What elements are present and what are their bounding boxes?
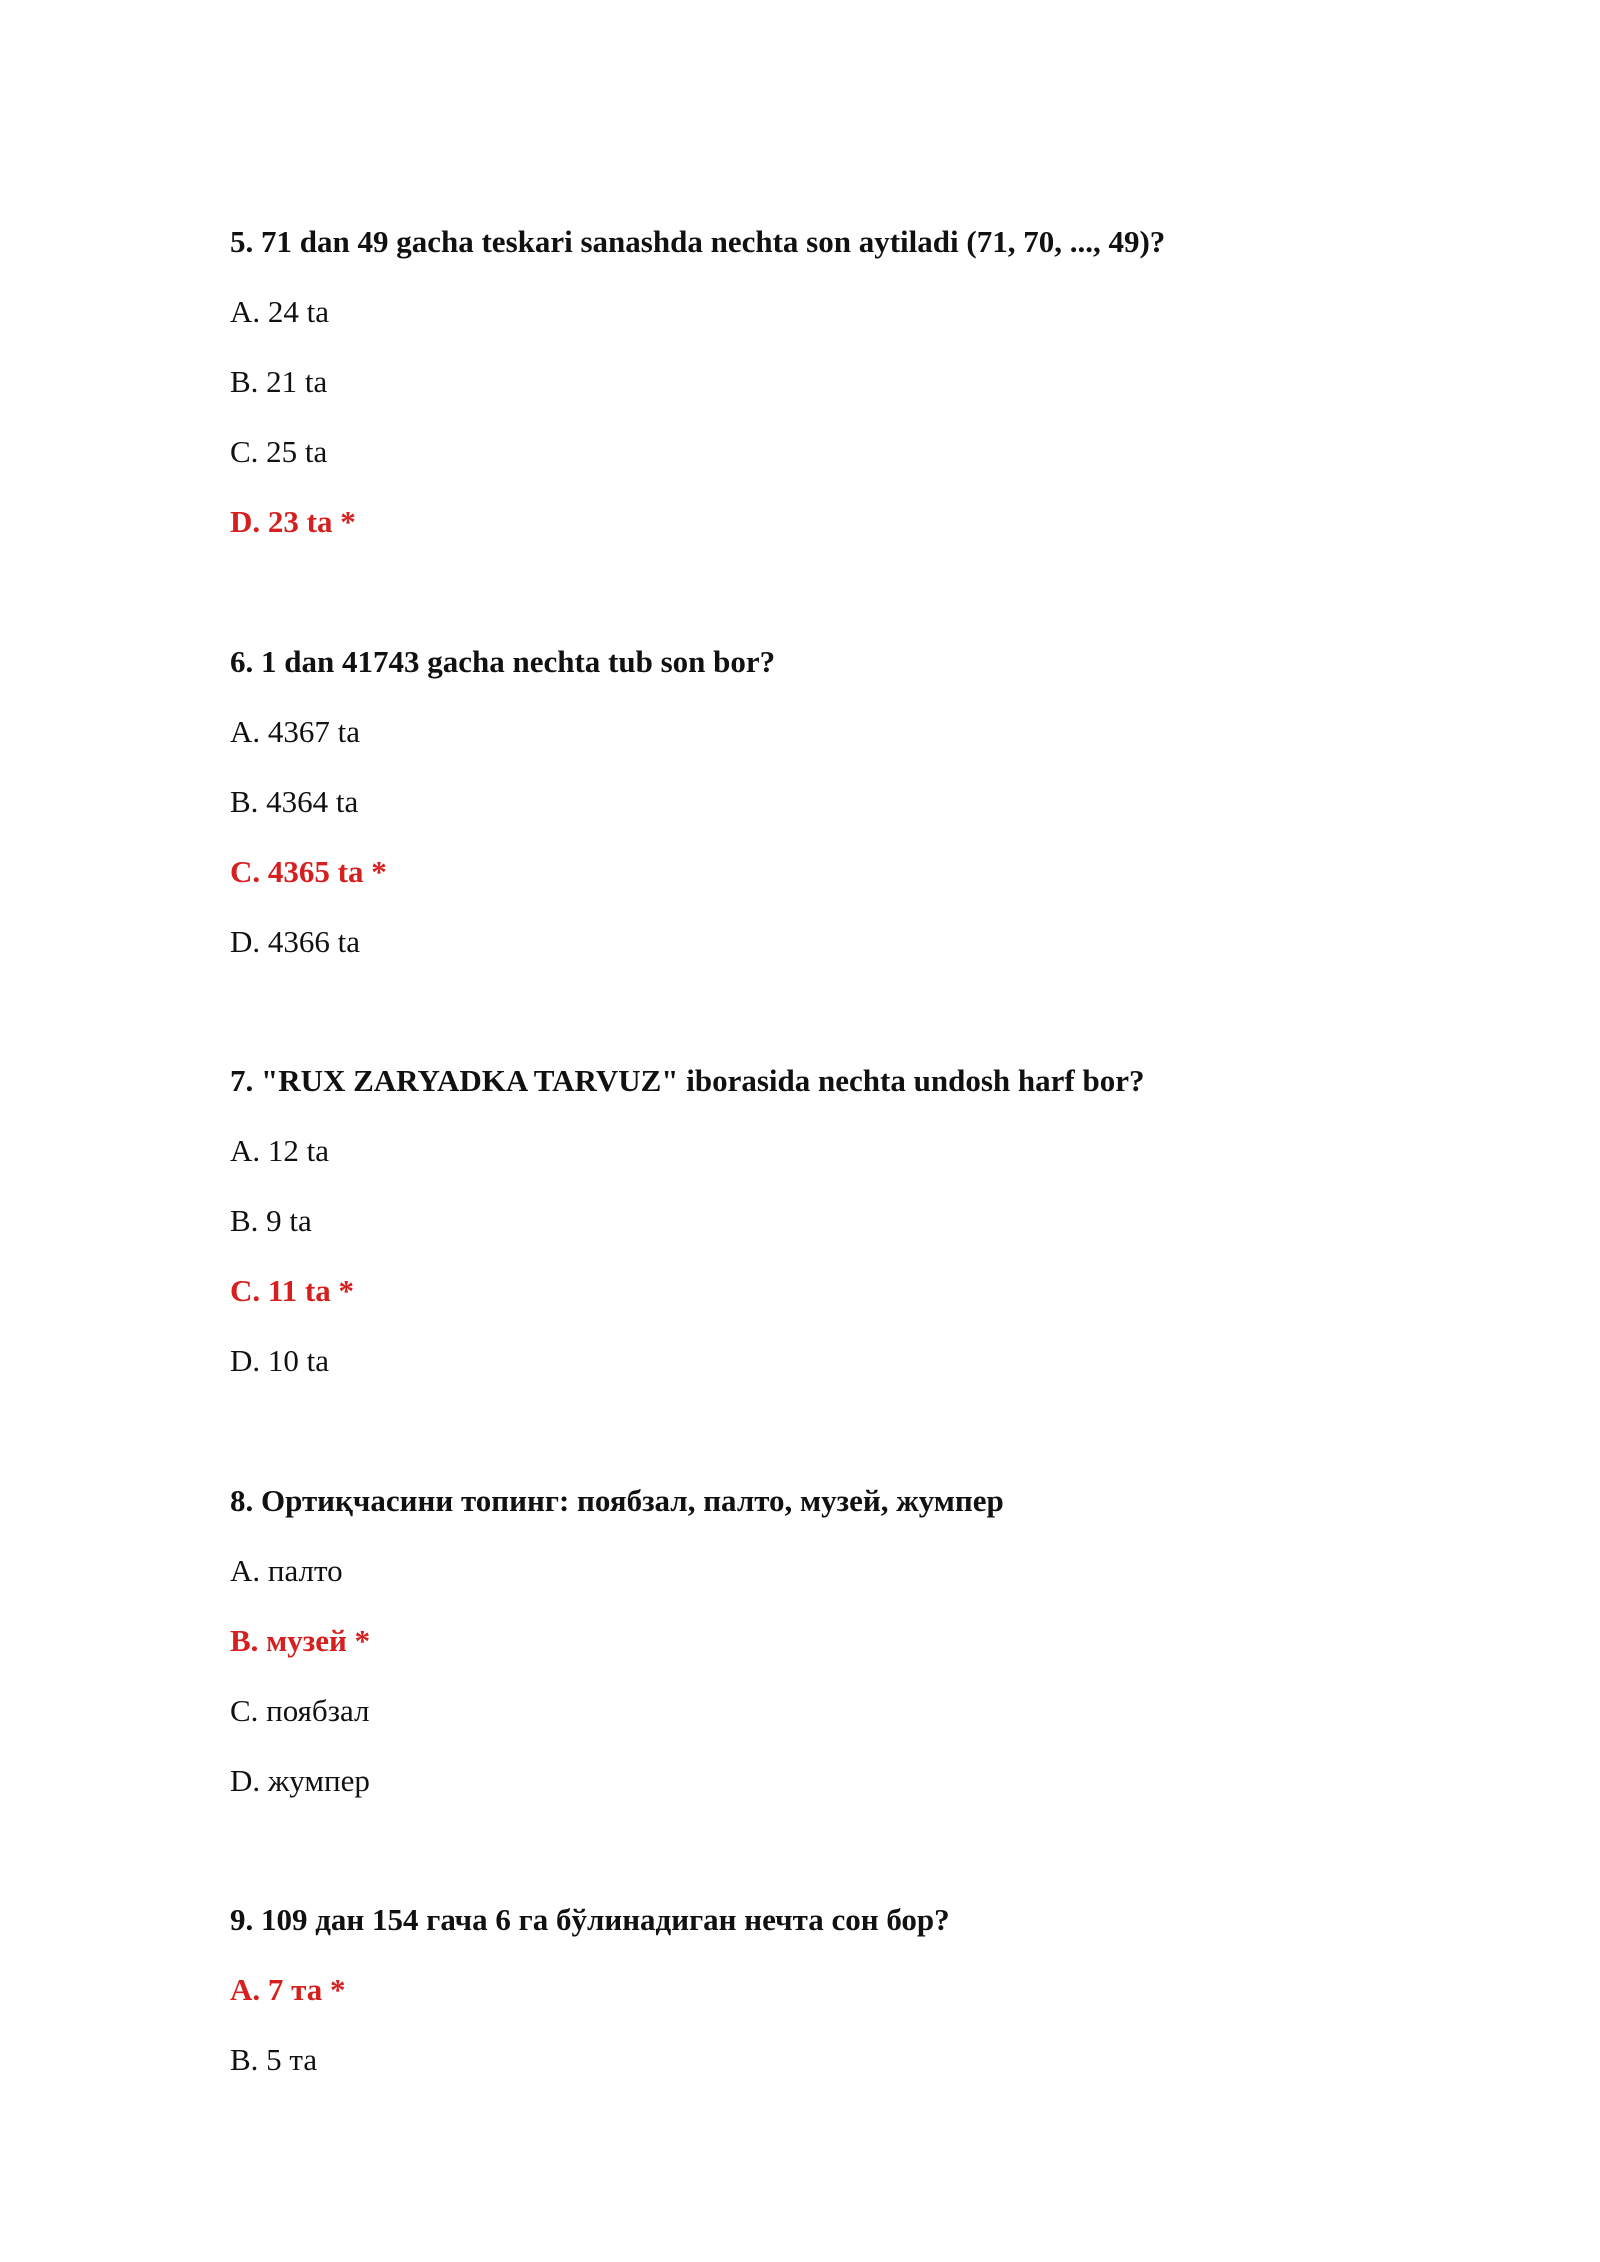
option-d: D. 4366 ta [230, 924, 361, 959]
question-7 [230, 1061, 1410, 1381]
option-a-correct: A. 7 та * [230, 1972, 346, 2007]
option-b: B. 4364 ta [230, 784, 359, 819]
option-b: B. 5 та [230, 2042, 318, 2077]
option-a: A. 4367 ta [230, 714, 361, 749]
question-6 [230, 642, 1410, 962]
question-text: 8. Ортиқчасини топинг: поябзал, палто, музей, жумпер [230, 1483, 1004, 1518]
question-text: 9. 109 дан 154 гача 6 га бўлинадиган нечта сон бор? [230, 1902, 950, 1937]
option-b: B. 9 ta [230, 1203, 312, 1238]
option-d: D. 10 ta [230, 1343, 330, 1378]
option-d: D. жумпер [230, 1763, 370, 1798]
option-b: B. 21 ta [230, 364, 328, 399]
question-9 [230, 1900, 1410, 2080]
question-8 [230, 1481, 1410, 1801]
option-b-correct: B. музей * [230, 1623, 371, 1658]
option-a: A. 24 ta [230, 294, 330, 329]
option-d-correct: D. 23 ta * [230, 504, 356, 539]
question-text: 6. 1 dan 41743 gacha nechta tub son bor? [230, 644, 776, 679]
question-text: 5. 71 dan 49 gacha teskari sanashda nechta son aytiladi (71, 70, ..., 49)? [230, 224, 1166, 259]
option-c: C. поябзал [230, 1693, 370, 1728]
question-5 [230, 222, 1410, 542]
option-a: A. 12 ta [230, 1133, 330, 1168]
option-c-correct: C. 11 ta * [230, 1273, 354, 1308]
option-c: C. 25 ta [230, 434, 328, 469]
option-a: A. палто [230, 1553, 343, 1588]
question-text: 7. "RUX ZARYADKA TARVUZ" iborasida nechta undosh harf bor? [230, 1063, 1145, 1098]
option-c-correct: C. 4365 ta * [230, 854, 387, 889]
